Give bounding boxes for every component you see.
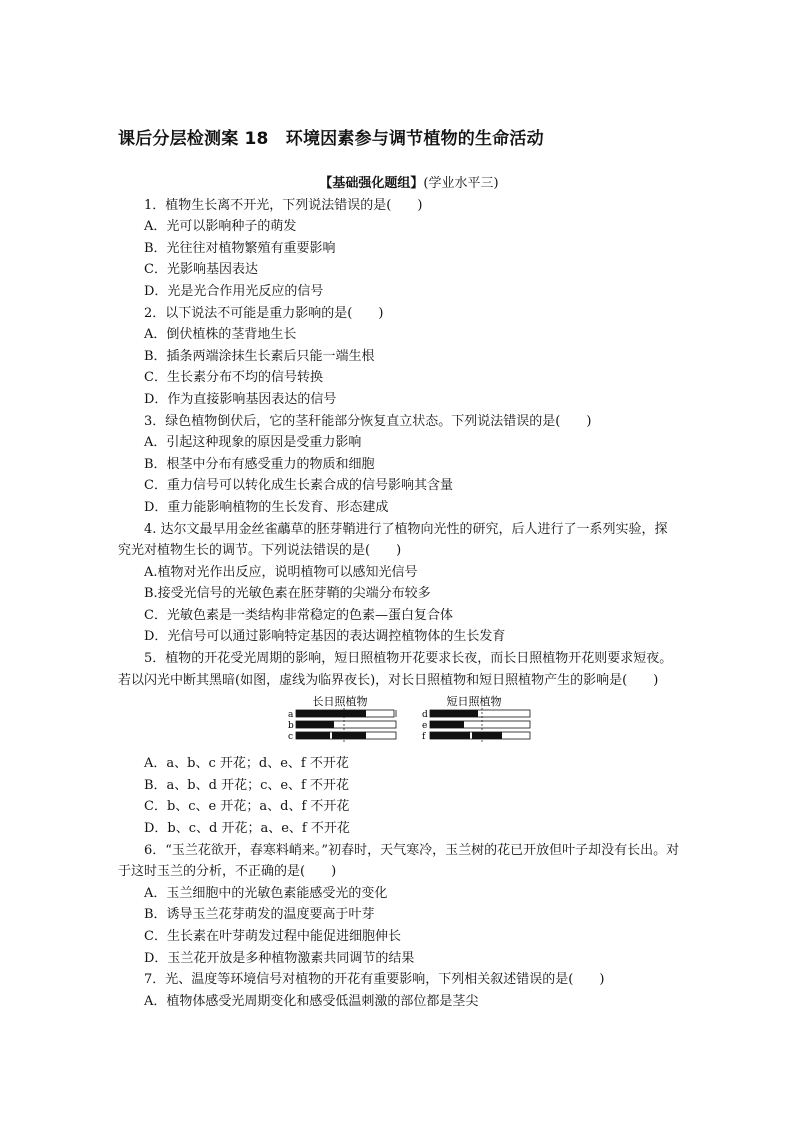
option: B.接受光信号的光敏色素在胚芽鞘的尖端分布较多 bbox=[144, 586, 431, 602]
option: D．光信号可以通过影响特定基因的表达调控植物体的生长发育 bbox=[144, 629, 506, 645]
option: B．a、b、d 开花；c、e、f 不开花 bbox=[144, 777, 349, 793]
option: D．光是光合作用光反应的信号 bbox=[144, 283, 324, 299]
bar-d-dark bbox=[430, 710, 478, 717]
bar-label-a: a bbox=[288, 710, 294, 721]
option: A．光可以影响种子的萌发 bbox=[144, 219, 297, 235]
question-stem: 6．“玉兰花欲开，春寒料峭来。”初春时，天气寒冷，玉兰树的花已开放但叶子却没有长出。对于这时玉兰的分析，不正确的是( ) bbox=[118, 842, 680, 880]
question-stem: 3．绿色植物倒伏后，它的茎秆能部分恢复直立状态。下列说法错误的是( ) bbox=[144, 413, 592, 429]
section-title: 【基础强化题组】 bbox=[319, 176, 424, 191]
option: A．倒伏植株的茎背地生长 bbox=[144, 327, 297, 343]
bar-label-c: c bbox=[288, 732, 294, 743]
bar-label-d: d bbox=[422, 710, 428, 721]
option: D．重力能影响植物的生长发育、形态建成 bbox=[144, 499, 389, 515]
bar-e-dark bbox=[430, 721, 464, 728]
option: C．生长素分布不均的信号转换 bbox=[144, 370, 323, 386]
option: D．b、c、d 开花；a、e、f 不开花 bbox=[144, 821, 350, 837]
long-day-title: 长日照植物 bbox=[312, 695, 368, 709]
option: C．b、c、e 开花；a、d、f 不开花 bbox=[144, 799, 350, 815]
option: D．玉兰花开放是多种植物激素共同调节的结果 bbox=[144, 950, 415, 966]
option: C．重力信号可以转化成生长素合成的信号影响其含量 bbox=[144, 478, 453, 494]
option: C．光影响基因表达 bbox=[144, 262, 258, 278]
option: A．a、b、c 开花；d、e、f 不开花 bbox=[144, 756, 349, 772]
option: A．植物体感受光周期变化和感受低温刺激的部位都是茎尖 bbox=[144, 993, 479, 1009]
bar-f-dark-2 bbox=[472, 732, 502, 739]
section-level: (学业水平三) bbox=[423, 176, 499, 191]
bar-label-f: f bbox=[422, 732, 426, 743]
option: B．光往往对植物繁殖有重要影响 bbox=[144, 240, 336, 256]
bar-c-dark-2 bbox=[332, 732, 366, 739]
bar-label-e: e bbox=[422, 721, 428, 732]
question-stem: 7．光、温度等环境信号对植物的开花有重要影响，下列相关叙述错误的是( ) bbox=[144, 972, 605, 988]
question-stem: 5．植物的开花受光周期的影响，短日照植物开花要求长夜，而长日照植物开花则要求短夜。若以闪光中断其黑暗(如图，虚线为临界夜长)，对长日照植物和短日照植物产生的影响是( ) bbox=[118, 651, 673, 688]
bar-c-dark-1 bbox=[296, 732, 330, 739]
option: C．光敏色素是一类结构非常稳定的色素—蛋白复合体 bbox=[144, 607, 453, 623]
question-stem: 2．以下说法不可能是重力影响的是( ) bbox=[144, 305, 384, 321]
short-day-title: 短日照植物 bbox=[446, 695, 502, 709]
photoperiod-diagram bbox=[286, 693, 536, 747]
bar-label-b: b bbox=[288, 721, 294, 732]
question-stem: 4. 达尔文最早用金丝雀虉草的胚芽鞘进行了植物向光性的研究，后人进行了一系列实验，探究光对植物生长的调节。下列说法错误的是( ) bbox=[118, 521, 668, 559]
section-heading bbox=[118, 173, 680, 195]
bar-b-dark bbox=[296, 721, 334, 728]
option: B．根茎中分布有感受重力的物质和细胞 bbox=[144, 456, 375, 472]
bar-f-dark-1 bbox=[430, 732, 470, 739]
option: B．诱导玉兰花芽萌发的温度要高于叶芽 bbox=[144, 907, 375, 923]
option: A．玉兰细胞中的光敏色素能感受光的变化 bbox=[144, 885, 388, 901]
option: B．插条两端涂抹生长素后只能一端生根 bbox=[144, 348, 375, 364]
question-stem: 1．植物生长离不开光，下列说法错误的是( ) bbox=[144, 197, 423, 213]
option: A.植物对光作出反应，说明植物可以感知光信号 bbox=[144, 564, 418, 580]
page-title: 课后分层检测案 18 环境因素参与调节植物的生命活动 bbox=[118, 129, 544, 149]
option: C．生长素在叶芽萌发过程中能促进细胞伸长 bbox=[144, 929, 401, 944]
document-body bbox=[118, 173, 680, 1012]
photoperiod-figure bbox=[118, 693, 680, 749]
bar-a-dark bbox=[296, 710, 366, 717]
option: A．引起这种现象的原因是受重力影响 bbox=[144, 435, 362, 451]
option: D．作为直接影响基因表达的信号 bbox=[144, 391, 337, 407]
